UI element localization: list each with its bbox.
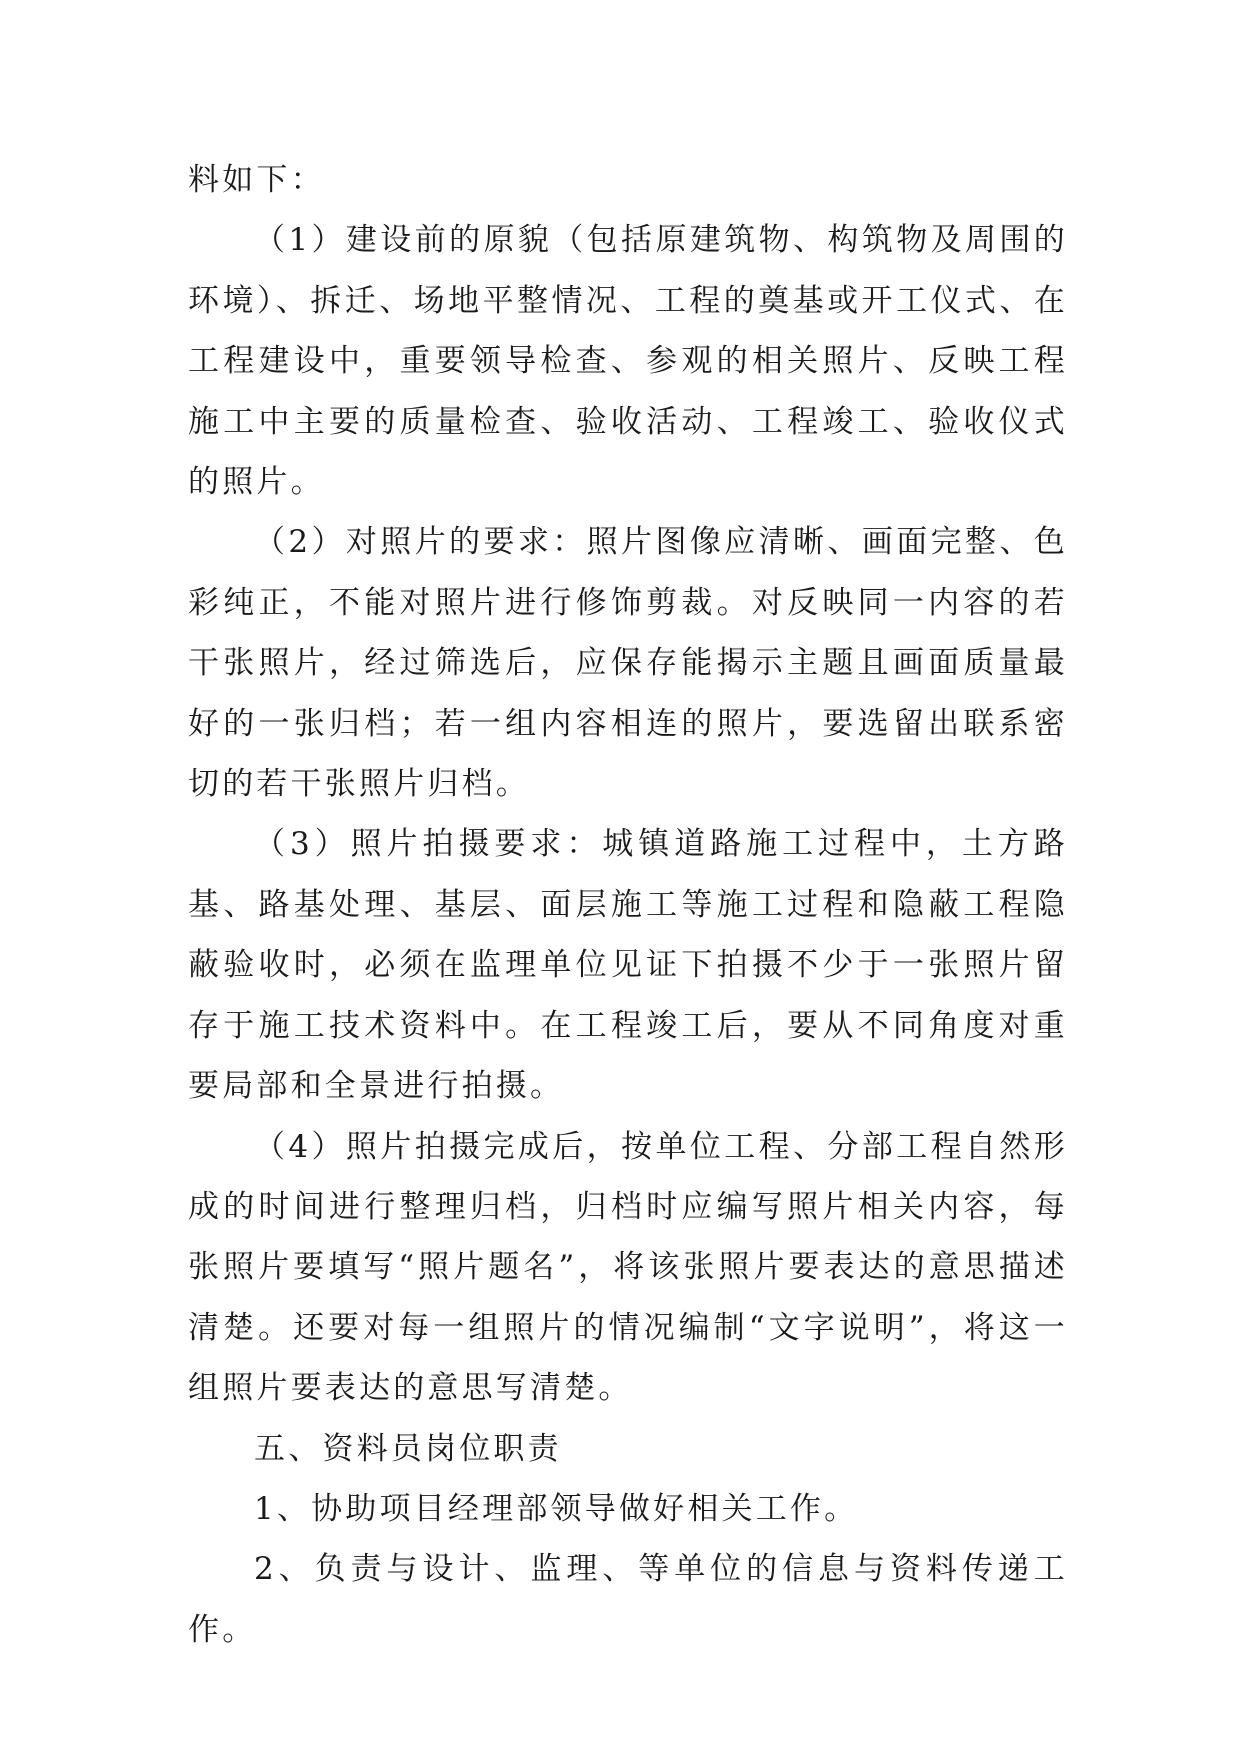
document-body: [188, 150, 1068, 1660]
photo-content-paragraph: （1）建设前的原貌（包括原建筑物、构筑物及周围的环境）、拆迁、场地平整情况、工程的奠基或开工仪式、在工程建设中，重要领导检查、参观的相关照片、反映工程施工中主要的质量检查、验收活动、工程竣工、验收仪式的照片。: [188, 222, 1068, 501]
photo-archiving-paragraph: （4）照片拍摄完成后，按单位工程、分部工程自然形成的时间进行整理归档，归档时应编写照片相关内容，每张照片要填写“照片题名”，将该张照片要表达的意思描述清楚。还要对每一组照片的情况编制“文字说明”，将这一组照片要表达的意思写清楚。: [188, 1128, 1068, 1407]
section-heading: 五、资料员岗位职责: [254, 1430, 562, 1467]
photo-requirements-paragraph: （2）对照片的要求：照片图像应清晰、画面完整、色彩纯正，不能对照片进行修饰剪裁。对反映同一内容的若干张照片，经过筛选后，应保存能揭示主题且画面质量最好的一张归档；若一组内容相连的照片，要选留出联系密切的若干张照片归档。: [188, 524, 1068, 803]
continuation-paragraph: 料如下：: [188, 162, 325, 198]
duty-item: 2、负责与设计、监理、等单位的信息与资料传递工作。: [188, 1551, 1068, 1648]
duty-item: 1、协助项目经理部领导做好相关工作。: [254, 1490, 859, 1527]
photo-shooting-paragraph: （3）照片拍摄要求：城镇道路施工过程中，土方路基、路基处理、基层、面层施工等施工过程和隐蔽工程隐蔽验收时，必须在监理单位见证下拍摄不少于一张照片留存于施工技术资料中。在工程竣工后，要从不同角度对重要局部和全景进行拍摄。: [188, 826, 1068, 1105]
